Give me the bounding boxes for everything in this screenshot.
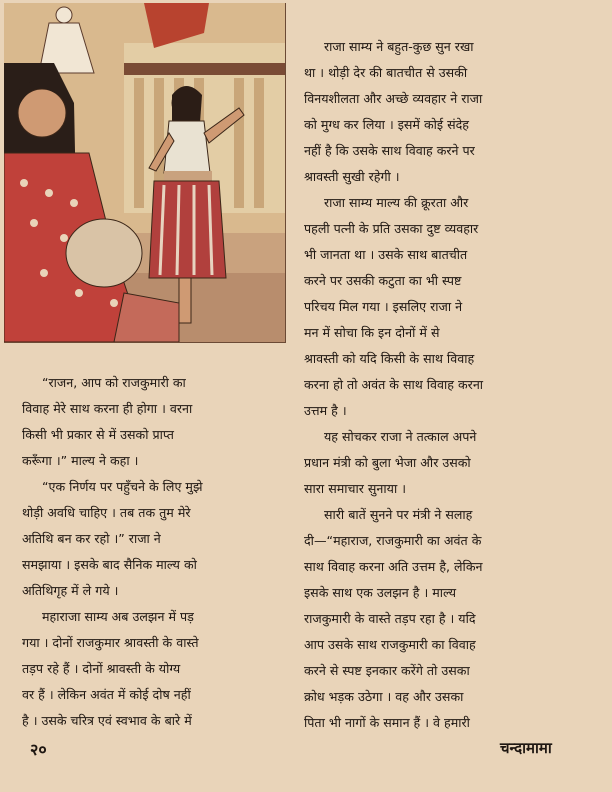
paragraph-line: परिचय मिल गया । इसलिए राजा ने: [304, 299, 463, 314]
paragraph-line: है । उसके चरित्र एवं स्वभाव के बारे में: [22, 713, 192, 728]
paragraph-line: समझाया । इसके बाद सैनिक माल्य को: [22, 557, 197, 572]
paragraph-line: प्रधान मंत्री को बुला भेजा और उसको: [304, 455, 471, 470]
paragraph-line: सारा समाचार सुनाया ।: [304, 481, 407, 496]
paragraph-line: को मुग्ध कर लिया । इसमें कोई संदेह: [304, 117, 469, 132]
paragraph-line: भी जानता था । उसके साथ बातचीत: [304, 247, 468, 262]
paragraph-line: पिता भी नागों के समान हैं । वे हमारी: [304, 715, 470, 730]
illustration-art: [4, 3, 285, 342]
paragraph-line: राजा साम्य माल्य की क्रूरता और: [324, 195, 469, 210]
paragraph-line: “राजन, आप को राजकुमारी का: [42, 375, 186, 390]
paragraph-line: “एक निर्णय पर पहुँचने के लिए मुझे: [42, 479, 203, 494]
paragraph-line: साथ विवाह करना अति उत्तम है, लेकिन: [304, 559, 483, 574]
right-text-column: [304, 34, 586, 736]
paragraph-line: सारी बातें सुनने पर मंत्री ने सलाह: [324, 507, 473, 522]
paragraph-line: करना हो तो अवंत के साथ विवाह करना: [304, 377, 484, 392]
magazine-name: चन्दामामा: [500, 739, 552, 757]
paragraph-line: गया । दोनों राजकुमार श्रावस्ती के वास्ते: [22, 635, 199, 650]
paragraph-line: इसके साथ एक उलझन है । माल्य: [304, 585, 457, 600]
paragraph-line: विवाह मेरे साथ करना ही होगा । वरना: [22, 401, 193, 416]
paragraph-line: करने पर उसकी कटुता का भी स्पष्ट: [304, 273, 462, 288]
paragraph-line: तड़प रहे हैं । दोनों श्रावस्ती के योग्य: [22, 661, 181, 676]
paragraph-line: आप उसके साथ राजकुमारी का विवाह: [304, 637, 476, 652]
left-text-column: [22, 370, 294, 734]
paragraph-line: पहली पत्नी के प्रति उसका दुष्ट व्यवहार: [304, 221, 479, 236]
paragraph-line: उत्तम है ।: [304, 403, 347, 418]
paragraph-line: थोड़ी अवधि चाहिए । तब तक तुम मेरे: [22, 505, 191, 520]
paragraph-line: राजा साम्य ने बहुत-कुछ सुन रखा: [324, 39, 474, 54]
paragraph-line: क्रोध भड़क उठेगा । वह और उसका: [304, 689, 464, 704]
paragraph-line: विनयशीलता और अच्छे व्यवहार ने राजा: [304, 91, 483, 106]
paragraph-line: यह सोचकर राजा ने तत्काल अपने: [324, 429, 477, 444]
paragraph-line: दी—“महाराज, राजकुमारी का अवंत के: [304, 533, 482, 548]
paragraph-line: श्रावस्ती सुखी रहेगी ।: [304, 169, 400, 184]
paragraph-line: किसी भी प्रकार से में उसको प्राप्त: [22, 427, 174, 442]
page-number: २०: [30, 740, 47, 759]
paragraph-line: अतिथि बन कर रहो ।” राजा ने: [22, 531, 161, 546]
paragraph-line: महाराजा साम्य अब उलझन में पड़: [42, 609, 194, 624]
paragraph-line: नहीं है कि उसके साथ विवाह करने पर: [304, 143, 475, 158]
paragraph-line: राजकुमारी के वास्ते तड़प रहा है । यदि: [304, 611, 476, 626]
paragraph-line: था । थोड़ी देर की बातचीत से उसकी: [304, 65, 468, 80]
paragraph-line: करूँगा ।” माल्य ने कहा ।: [22, 453, 139, 468]
paragraph-line: मन में सोचा कि इन दोनों में से: [304, 325, 440, 340]
paragraph-line: करने से स्पष्ट इनकार करेंगे तो उसका: [304, 663, 470, 678]
court-scene-illustration: [4, 3, 286, 343]
paragraph-line: वर हैं । लेकिन अवंत में कोई दोष नहीं: [22, 687, 191, 702]
paragraph-line: श्रावस्ती को यदि किसी के साथ विवाह: [304, 351, 475, 366]
paragraph-line: अतिथिगृह में ले गये ।: [22, 583, 119, 598]
